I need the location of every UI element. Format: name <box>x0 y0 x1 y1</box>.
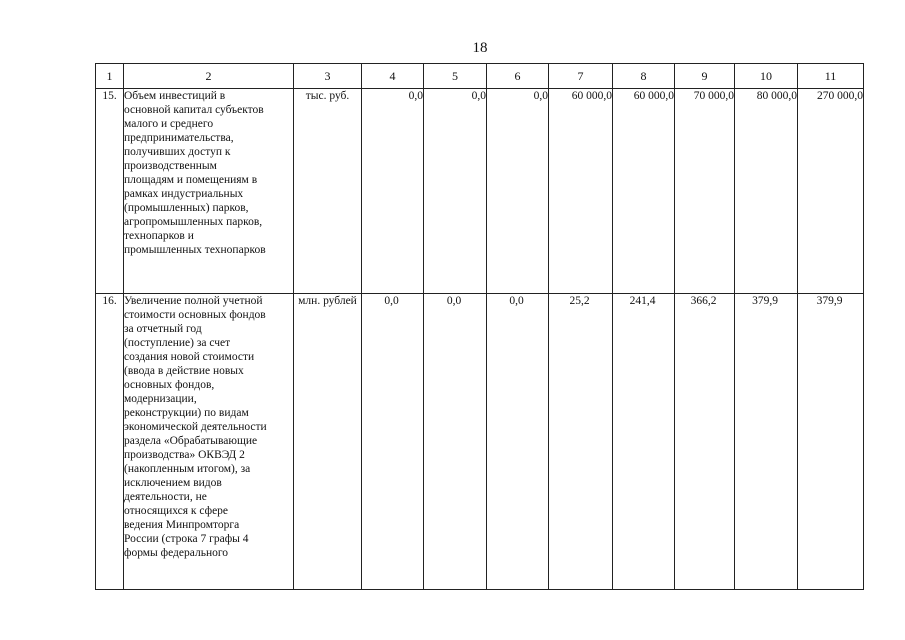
value-cell: 60 000,0 <box>613 89 675 294</box>
indicator-name-line: России (строка 7 графы 4 <box>124 533 249 545</box>
value-cell: 0,0 <box>362 294 424 590</box>
indicator-name-line: экономической деятельности <box>124 421 267 433</box>
column-header: 5 <box>424 64 487 89</box>
indicator-name-line: (накопленным итогом), за <box>124 463 251 475</box>
indicator-name <box>124 89 294 294</box>
value-cell: 379,9 <box>798 294 864 590</box>
indicator-name-line: (поступление) за счет <box>124 337 231 349</box>
indicator-name <box>124 294 294 590</box>
value-cell: 25,2 <box>549 294 613 590</box>
column-header: 9 <box>675 64 735 89</box>
value-cell: 366,2 <box>675 294 735 590</box>
unit-cell: млн. рублей <box>294 294 362 590</box>
indicator-name-line: технопарков и <box>124 230 194 242</box>
indicator-name-line: промышленных технопарков <box>124 244 266 256</box>
unit-cell: тыс. руб. <box>294 89 362 294</box>
column-header: 1 <box>96 64 124 89</box>
table-row <box>96 294 864 590</box>
value-cell: 241,4 <box>613 294 675 590</box>
value-cell: 270 000,0 <box>798 89 864 294</box>
indicator-name-line: деятельности, не <box>124 491 207 503</box>
value-cell: 0,0 <box>424 294 487 590</box>
indicator-name-line: формы федерального <box>124 547 229 559</box>
indicator-name-line: модернизации, <box>124 393 197 405</box>
header-row <box>96 64 864 89</box>
indicator-name-line: основных фондов, <box>124 379 215 391</box>
indicator-name-line: стоимости основных фондов <box>124 309 266 321</box>
column-header: 8 <box>613 64 675 89</box>
indicator-name-line: Объем инвестиций в <box>124 90 226 102</box>
indicator-name-line: относящихся к сфере <box>124 505 229 517</box>
column-header: 4 <box>362 64 424 89</box>
indicator-name-line: ведения Минпромторга <box>124 519 240 531</box>
column-header: 11 <box>798 64 864 89</box>
indicator-name-line: реконструкции) по видам <box>124 407 249 419</box>
value-cell: 0,0 <box>487 294 549 590</box>
indicators-table <box>95 63 864 590</box>
indicator-name-line: за отчетный год <box>124 323 202 335</box>
indicator-name-line: исключением видов <box>124 477 222 489</box>
indicator-name-line: производства» ОКВЭД 2 <box>124 449 245 461</box>
row-number: 16. <box>96 294 124 590</box>
column-header: 7 <box>549 64 613 89</box>
value-cell: 0,0 <box>362 89 424 294</box>
value-cell: 80 000,0 <box>735 89 798 294</box>
indicator-name-line: раздела «Обрабатывающие <box>124 435 258 447</box>
value-cell: 379,9 <box>735 294 798 590</box>
value-cell: 60 000,0 <box>549 89 613 294</box>
value-cell: 70 000,0 <box>675 89 735 294</box>
indicator-name-line: предпринимательства, <box>124 132 234 144</box>
indicator-name-line: получивших доступ к <box>124 146 231 158</box>
value-cell: 0,0 <box>424 89 487 294</box>
column-header: 6 <box>487 64 549 89</box>
column-header: 2 <box>124 64 294 89</box>
indicator-name-line: основной капитал субъектов <box>124 104 264 116</box>
column-header: 3 <box>294 64 362 89</box>
indicator-name-line: рамках индустриальных <box>124 188 244 200</box>
indicator-name-line: площадям и помещениям в <box>124 174 258 186</box>
indicator-name-line: создания новой стоимости <box>124 351 255 363</box>
table-row <box>96 89 864 294</box>
indicator-name-line: агропромышленных парков, <box>124 216 263 228</box>
indicator-name-line: малого и среднего <box>124 118 214 130</box>
row-number: 15. <box>96 89 124 294</box>
indicator-name-line: (ввода в действие новых <box>124 365 244 377</box>
column-header: 10 <box>735 64 798 89</box>
indicator-name-line: производственным <box>124 160 217 172</box>
value-cell: 0,0 <box>487 89 549 294</box>
indicator-name-line: Увеличение полной учетной <box>124 295 263 307</box>
indicator-name-line: (промышленных) парков, <box>124 202 249 214</box>
page-number: 18 <box>472 40 488 56</box>
